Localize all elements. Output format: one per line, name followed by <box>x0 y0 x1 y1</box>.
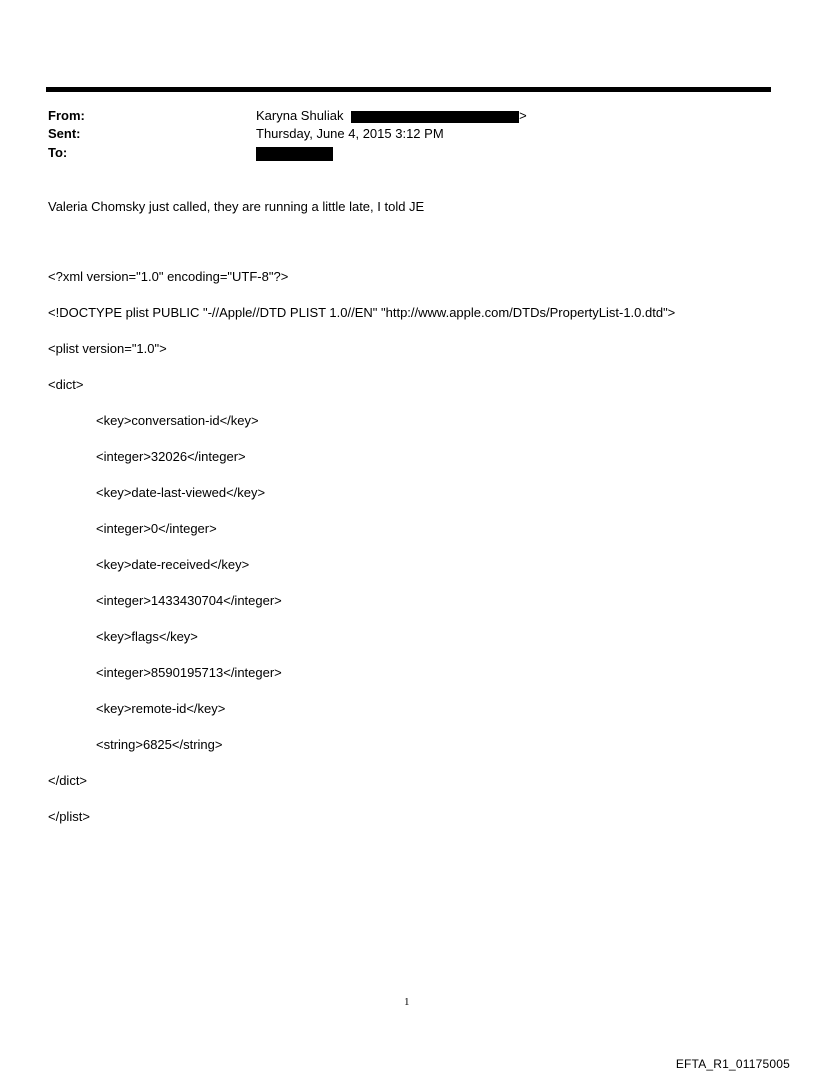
from-name: Karyna Shuliak <box>256 108 344 123</box>
plist-entry: <string>6825</string> <box>96 737 223 752</box>
plist-line: <!DOCTYPE plist PUBLIC "-//Apple//DTD PLIST 1.0//EN" "http://www.apple.com/DTDs/PropertyList-1.0.dtd"> <box>48 305 676 320</box>
from-suffix: > <box>519 108 527 123</box>
plist-entry: <integer>0</integer> <box>96 521 217 536</box>
plist-block <box>48 250 675 844</box>
from-value <box>256 108 527 123</box>
header-rule <box>46 87 771 92</box>
plist-entry: <key>conversation-id</key> <box>96 413 259 428</box>
plist-entry: <integer>32026</integer> <box>96 449 246 464</box>
plist-entry: <integer>8590195713</integer> <box>96 665 282 680</box>
plist-entry: <integer>1433430704</integer> <box>96 593 282 608</box>
from-label: From: <box>48 108 85 123</box>
to-value <box>256 145 333 161</box>
plist-line: </plist> <box>48 809 90 824</box>
message-body: Valeria Chomsky just called, they are running a little late, I told JE <box>48 199 425 214</box>
redaction-block <box>256 147 333 161</box>
plist-line: <plist version="1.0"> <box>48 341 167 356</box>
sent-label: Sent: <box>48 126 81 141</box>
plist-entry: <key>date-received</key> <box>96 557 250 572</box>
plist-entry: <key>date-last-viewed</key> <box>96 485 266 500</box>
bates-number: EFTA_R1_01175005 <box>675 1057 790 1071</box>
plist-line: <?xml version="1.0" encoding="UTF-8"?> <box>48 269 289 284</box>
redaction-block <box>351 111 519 123</box>
plist-line: </dict> <box>48 773 88 788</box>
plist-entry: <key>remote-id</key> <box>96 701 226 716</box>
sent-value: Thursday, June 4, 2015 3:12 PM <box>256 126 444 141</box>
to-label: To: <box>48 145 68 160</box>
plist-entry: <key>flags</key> <box>96 629 198 644</box>
page-number: 1 <box>404 996 410 1008</box>
plist-line: <dict> <box>48 377 84 392</box>
